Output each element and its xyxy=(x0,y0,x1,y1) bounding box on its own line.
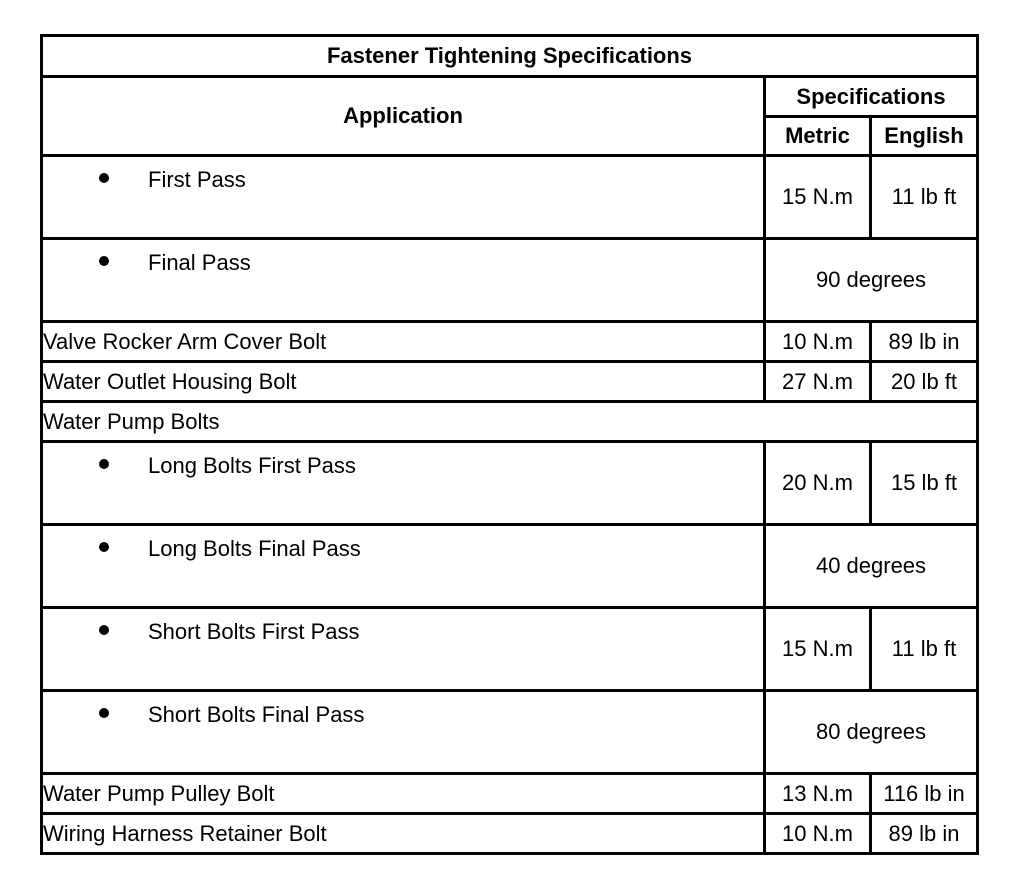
application-label: Long Bolts Final Pass xyxy=(148,536,361,561)
angle-value: 90 degrees xyxy=(765,239,978,322)
fastener-spec-table xyxy=(40,34,979,855)
english-value: 15 lb ft xyxy=(871,442,978,525)
application-cell xyxy=(42,525,765,608)
metric-value: 10 N.m xyxy=(765,322,871,362)
table-row xyxy=(42,442,978,525)
table-row xyxy=(42,774,978,814)
english-value: 11 lb ft xyxy=(871,156,978,239)
table-row xyxy=(42,691,978,774)
metric-value: 27 N.m xyxy=(765,362,871,402)
application-cell xyxy=(42,156,765,239)
header-row xyxy=(42,77,978,117)
angle-value: 40 degrees xyxy=(765,525,978,608)
english-value: 20 lb ft xyxy=(871,362,978,402)
table-row xyxy=(42,814,978,854)
bullet-icon xyxy=(99,625,109,635)
table-row xyxy=(42,239,978,322)
application-cell xyxy=(42,691,765,774)
bullet-icon xyxy=(99,173,109,183)
table-row xyxy=(42,608,978,691)
application-cell xyxy=(42,442,765,525)
application-header: Application xyxy=(42,77,765,156)
metric-value: 20 N.m xyxy=(765,442,871,525)
angle-value: 80 degrees xyxy=(765,691,978,774)
metric-value: 10 N.m xyxy=(765,814,871,854)
table-row xyxy=(42,156,978,239)
application-label: First Pass xyxy=(148,167,246,192)
english-value: 116 lb in xyxy=(871,774,978,814)
application-label: Water Pump Pulley Bolt xyxy=(42,774,765,814)
title-row xyxy=(42,36,978,77)
bullet-icon xyxy=(99,708,109,718)
english-value: 11 lb ft xyxy=(871,608,978,691)
metric-header: Metric xyxy=(765,117,871,156)
table-title: Fastener Tightening Specifications xyxy=(42,36,978,77)
bullet-icon xyxy=(99,256,109,266)
group-row xyxy=(42,402,978,442)
table-row xyxy=(42,525,978,608)
application-label: Short Bolts First Pass xyxy=(148,619,360,644)
metric-value: 15 N.m xyxy=(765,156,871,239)
application-label: Water Outlet Housing Bolt xyxy=(42,362,765,402)
application-cell xyxy=(42,239,765,322)
application-label: Final Pass xyxy=(148,250,251,275)
application-label: Long Bolts First Pass xyxy=(148,453,356,478)
table-row xyxy=(42,362,978,402)
application-label: Short Bolts Final Pass xyxy=(148,702,365,727)
table-row xyxy=(42,322,978,362)
metric-value: 15 N.m xyxy=(765,608,871,691)
application-label: Valve Rocker Arm Cover Bolt xyxy=(42,322,765,362)
application-cell xyxy=(42,608,765,691)
group-label: Water Pump Bolts xyxy=(42,402,978,442)
metric-value: 13 N.m xyxy=(765,774,871,814)
english-header: English xyxy=(871,117,978,156)
application-label: Wiring Harness Retainer Bolt xyxy=(42,814,765,854)
specifications-header: Specifications xyxy=(765,77,978,117)
bullet-icon xyxy=(99,459,109,469)
bullet-icon xyxy=(99,542,109,552)
english-value: 89 lb in xyxy=(871,322,978,362)
english-value: 89 lb in xyxy=(871,814,978,854)
